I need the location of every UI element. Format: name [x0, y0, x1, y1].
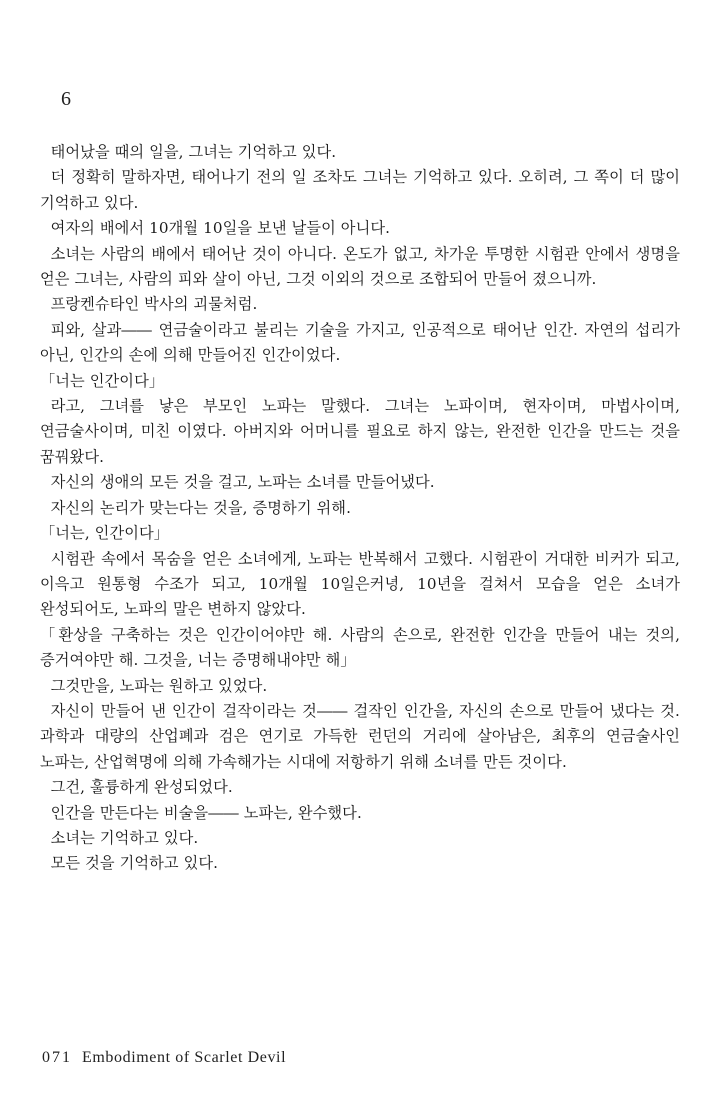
paragraph: 소녀는 기억하고 있다.: [50, 828, 199, 847]
paragraph: 그것만을, 노파는 원하고 있었다.: [50, 676, 268, 695]
paragraph: 여자의 배에서 10개월 10일을 보낸 날들이 아니다.: [50, 219, 391, 238]
paragraph: 프랑켄슈타인 박사의 괴물처럼.: [50, 295, 258, 314]
paragraph: 자신의 논리가 맞는다는 것을, 증명하기 위해.: [50, 498, 351, 517]
paragraph: 소녀는 사람의 배에서 태어난 것이 아니다. 온도가 없고, 차가운 투명한 시험관 안에서 생명을 얻은 그녀는, 사람의 피와 살이 아닌, 그것 이외의 것으로 조합되어 만들어 졌으니까.: [40, 244, 680, 289]
paragraph: 더 정확히 말하자면, 태어나기 전의 일 조차도 그녀는 기억하고 있다. 오히려, 그 쪽이 더 많이 기억하고 있다.: [40, 168, 680, 212]
quote-paragraph: 「환상을 구축하는 것은 인간이어야만 해. 사람의 손으로, 완전한 인간을 만들어 내는 것의, 증거여야만 해. 그것을, 너는 증명해내야만 해」: [40, 625, 680, 670]
paragraph: 시험관 속에서 목숨을 얻은 소녀에게, 노파는 반복해서 고했다. 시험관이 거대한 비커가 되고, 이윽고 원통형 수조가 되고, 10개월 10일은커녕, 10년을 걸쳐서 모습을 얻은 소녀가 완성되어도, 노파의 말은 변하지 않았다.: [40, 549, 680, 619]
page-footer: [42, 1049, 286, 1067]
paragraph: 라고, 그녀를 낳은 부모인 노파는 말했다. 그녀는 노파이며, 현자이며, 마법사이며, 연금술사이며, 미친 이였다. 아버지와 어머니를 필요로 하지 않는, 완전한 인간을 만드는 것을 꿈꿔왔다.: [40, 397, 680, 466]
paragraph: 태어났을 때의 일을, 그녀는 기억하고 있다.: [50, 143, 337, 161]
quote-paragraph: 「너는, 인간이다」: [40, 524, 170, 543]
paragraph: 그건, 훌륭하게 완성되었다.: [50, 778, 233, 797]
book-title: Embodiment of Scarlet Devil: [82, 1049, 287, 1066]
body-text: [40, 140, 680, 877]
paragraph: 자신의 생애의 모든 것을 걸고, 노파는 소녀를 만들어냈다.: [50, 473, 435, 492]
paragraph: 자신이 만들어 낸 인간이 걸작이라는 것―― 걸작인 인간을, 자신의 손으로 만들어 냈다는 것. 과학과 대량의 산업폐과 검은 연기로 가득한 런던의 거리에 살아남은, 최후의 연금술사인 노파는, 산업혁명에 의해 가속해가는 시대에 저항하기 위해 소녀를 만든 것이다.: [40, 701, 680, 771]
page-number: 071: [42, 1049, 72, 1066]
quote-paragraph: 「너는 인간이다」: [40, 371, 165, 390]
paragraph: 모든 것을 기억하고 있다.: [50, 854, 219, 873]
paragraph: 피와, 살과―― 연금술이라고 불리는 기술을 가지고, 인공적으로 태어난 인간. 자연의 섭리가 아닌, 인간의 손에 의해 만들어진 인간이었다.: [40, 320, 680, 365]
paragraph: 인간을 만든다는 비술을―― 노파는, 완수했다.: [50, 803, 362, 822]
chapter-number: 6: [61, 88, 71, 110]
